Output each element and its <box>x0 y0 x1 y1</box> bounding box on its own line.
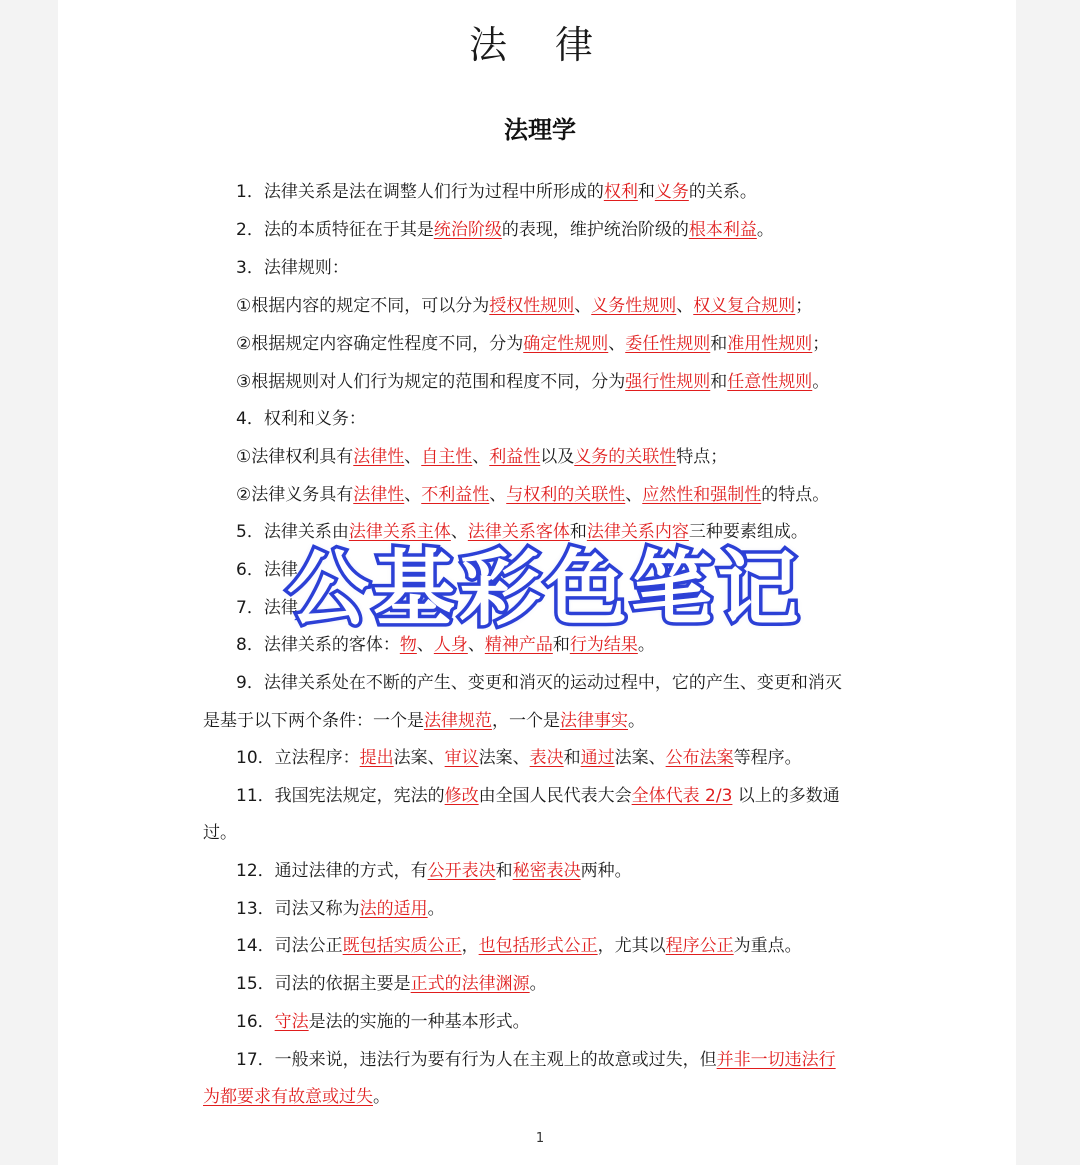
text-segment: ①法律权利具有 <box>236 447 354 467</box>
highlighted-term: 授权性规则 <box>489 296 575 316</box>
text-segment: 和 <box>710 372 728 392</box>
text-line <box>236 294 916 318</box>
highlighted-term: 法律关系主体 <box>348 522 451 542</box>
highlighted-term: 法律事实 <box>560 711 628 731</box>
highlighted-term: 正式的法律渊源 <box>410 974 530 994</box>
highlighted-term: 确定性规则 <box>523 334 609 354</box>
text-segment: 和 <box>710 334 728 354</box>
text-line <box>203 821 883 845</box>
text-segment: 、 <box>574 296 592 316</box>
text-segment: 和 <box>563 748 581 768</box>
text-segment: 14．司法公正 <box>236 936 343 956</box>
highlighted-term: 利益性 <box>489 447 541 467</box>
text-line <box>236 746 916 770</box>
text-line <box>236 332 916 356</box>
text-segment: 以及 <box>540 447 575 467</box>
text-line <box>236 934 916 958</box>
text-segment: 。 <box>756 220 774 240</box>
highlighted-term: 精神产品 <box>484 635 553 655</box>
highlighted-term: 人身 <box>433 635 468 655</box>
text-segment: 的表现，维护统治阶级的 <box>501 220 689 240</box>
text-segment: 9．法律关系处在不断的产生、变更和消灭的运动过程中，它的产生、变更和消灭 <box>236 673 842 693</box>
highlighted-term: 准用性规则 <box>727 334 813 354</box>
text-segment: 是法的实施的一种基本形式。 <box>308 1012 530 1032</box>
text-segment: 过。 <box>203 823 237 843</box>
text-segment: 法案、 <box>393 748 445 768</box>
text-segment: 15．司法的依据主要是 <box>236 974 411 994</box>
text-segment: 两种。 <box>580 861 632 881</box>
text-line <box>236 407 916 431</box>
text-line <box>236 784 916 808</box>
highlighted-term: 法律关系客体 <box>467 522 570 542</box>
text-segment: 1．法律关系是法在调整人们行为过程中所形成的 <box>236 182 604 202</box>
highlighted-term: 统治阶级 <box>433 220 502 240</box>
text-segment: 、 <box>472 447 490 467</box>
text-segment: ①根据内容的规定不同，可以分为 <box>236 296 490 316</box>
text-line <box>203 709 883 733</box>
text-segment: 为重点。 <box>733 936 802 956</box>
text-segment: 的关系。 <box>688 182 757 202</box>
highlighted-term: 审议 <box>444 748 479 768</box>
text-line <box>236 972 916 996</box>
highlighted-term: 并非一切违法行 <box>716 1050 836 1070</box>
highlighted-term: 为都要求有故意或过失 <box>203 1087 373 1107</box>
text-segment: 2．法的本质特征在于其是 <box>236 220 434 240</box>
highlighted-term: 义务 <box>654 182 689 202</box>
text-line <box>236 180 916 204</box>
text-segment: ②根据规定内容确定性程度不同，分为 <box>236 334 524 354</box>
highlighted-term: 义务的关联性 <box>574 447 677 467</box>
text-line <box>203 1085 883 1109</box>
text-line <box>236 897 916 921</box>
text-segment: 3．法律规则： <box>236 258 349 278</box>
text-segment: ③根据规则对人们行为规定的范围和程度不同，分为 <box>236 372 626 392</box>
text-line <box>236 445 916 469</box>
text-segment: ，一个是 <box>492 711 560 731</box>
highlighted-term: 表决 <box>529 748 564 768</box>
text-segment: 。 <box>628 711 645 731</box>
highlighted-term: 法律性 <box>353 447 405 467</box>
highlighted-term: 法律性 <box>353 485 405 505</box>
highlighted-term: 秘密表决 <box>512 861 581 881</box>
text-segment: 和 <box>552 635 570 655</box>
text-segment: 、 <box>450 522 468 542</box>
highlighted-term: 通过 <box>580 748 615 768</box>
text-segment: ； <box>812 334 830 354</box>
section-title: 法理学 <box>504 116 576 144</box>
highlighted-term: 应然性和强制性 <box>642 485 762 505</box>
text-segment: 4．权利和义务： <box>236 409 366 429</box>
text-segment: 法案、 <box>614 748 666 768</box>
text-segment: 和 <box>495 861 513 881</box>
text-segment: 。 <box>529 974 547 994</box>
document-title: 法 律 <box>468 23 612 67</box>
text-segment: ，尤其以 <box>597 936 666 956</box>
text-segment: 。 <box>812 372 830 392</box>
highlighted-term: 既包括实质公正 <box>342 936 462 956</box>
text-segment: 、 <box>416 635 434 655</box>
highlighted-term: 程序公正 <box>665 936 734 956</box>
text-line <box>236 256 916 280</box>
text-line <box>236 859 916 883</box>
text-segment: 17．一般来说，违法行为要有行为人在主观上的故意或过失，但 <box>236 1050 717 1070</box>
text-line <box>236 1048 916 1072</box>
text-segment: ； <box>795 296 813 316</box>
highlighted-term: 与权利的关联性 <box>506 485 626 505</box>
text-segment: 、 <box>404 485 422 505</box>
text-segment: 和 <box>637 182 655 202</box>
text-segment: 8．法律关系的客体： <box>236 635 400 655</box>
text-segment: 是基于以下两个条件：一个是 <box>203 711 424 731</box>
page-number: 1 <box>535 1131 545 1146</box>
highlighted-term: 修改 <box>444 786 479 806</box>
highlighted-term: 行为结果 <box>569 635 638 655</box>
text-segment: 13．司法又称为 <box>236 899 360 919</box>
highlighted-term: 提出 <box>359 748 394 768</box>
text-segment: 法案、 <box>478 748 530 768</box>
text-segment: 16． <box>236 1012 275 1032</box>
text-line <box>236 218 916 242</box>
text-line <box>236 671 916 695</box>
highlighted-term: 公开表决 <box>427 861 496 881</box>
text-segment: 特点； <box>676 447 728 467</box>
text-segment: 5．法律关系由 <box>236 522 349 542</box>
text-segment: 的特点。 <box>761 485 830 505</box>
text-segment: 三种要素组成。 <box>688 522 808 542</box>
text-segment: 由全国人民代表大会 <box>478 786 632 806</box>
highlighted-term: 义务性规则 <box>591 296 677 316</box>
text-segment: 12．通过法律的方式，有 <box>236 861 428 881</box>
highlighted-term: 守法 <box>274 1012 309 1032</box>
text-segment: 、 <box>489 485 507 505</box>
text-line <box>236 483 916 507</box>
text-segment: 和 <box>569 522 587 542</box>
text-segment: 、 <box>404 447 422 467</box>
text-segment: 等程序。 <box>733 748 802 768</box>
text-line <box>236 1010 916 1034</box>
watermark-overlay: 公基彩色笔记 <box>286 542 803 637</box>
text-segment: 以上的多数通 <box>732 786 840 806</box>
text-line <box>236 370 916 394</box>
highlighted-term: 全体代表 2/3 <box>631 786 733 806</box>
highlighted-term: 强行性规则 <box>625 372 711 392</box>
text-segment: 。 <box>637 635 655 655</box>
text-segment: 、 <box>676 296 694 316</box>
highlighted-term: 物 <box>399 635 417 655</box>
text-segment: ， <box>461 936 479 956</box>
text-segment: 、 <box>608 334 626 354</box>
text-segment: 。 <box>373 1087 390 1107</box>
highlighted-term: 不利益性 <box>421 485 490 505</box>
highlighted-term: 根本利益 <box>688 220 757 240</box>
text-segment: 。 <box>427 899 445 919</box>
text-segment: 7．法律 <box>236 598 298 618</box>
text-segment: 6．法律 <box>236 560 298 580</box>
highlighted-term: 权利 <box>603 182 638 202</box>
text-segment: 10．立法程序： <box>236 748 360 768</box>
text-segment: 、 <box>625 485 643 505</box>
text-segment: 11．我国宪法规定，宪法的 <box>236 786 445 806</box>
highlighted-term: 法的适用 <box>359 899 428 919</box>
highlighted-term: 任意性规则 <box>727 372 813 392</box>
highlighted-term: 自主性 <box>421 447 473 467</box>
highlighted-term: 权义复合规则 <box>693 296 796 316</box>
highlighted-term: 公布法案 <box>665 748 734 768</box>
highlighted-term: 委任性规则 <box>625 334 711 354</box>
highlighted-term: 法律关系内容 <box>586 522 689 542</box>
text-segment: ②法律义务具有 <box>236 485 354 505</box>
highlighted-term: 也包括形式公正 <box>478 936 598 956</box>
highlighted-term: 法律规范 <box>424 711 492 731</box>
text-segment: 、 <box>467 635 485 655</box>
